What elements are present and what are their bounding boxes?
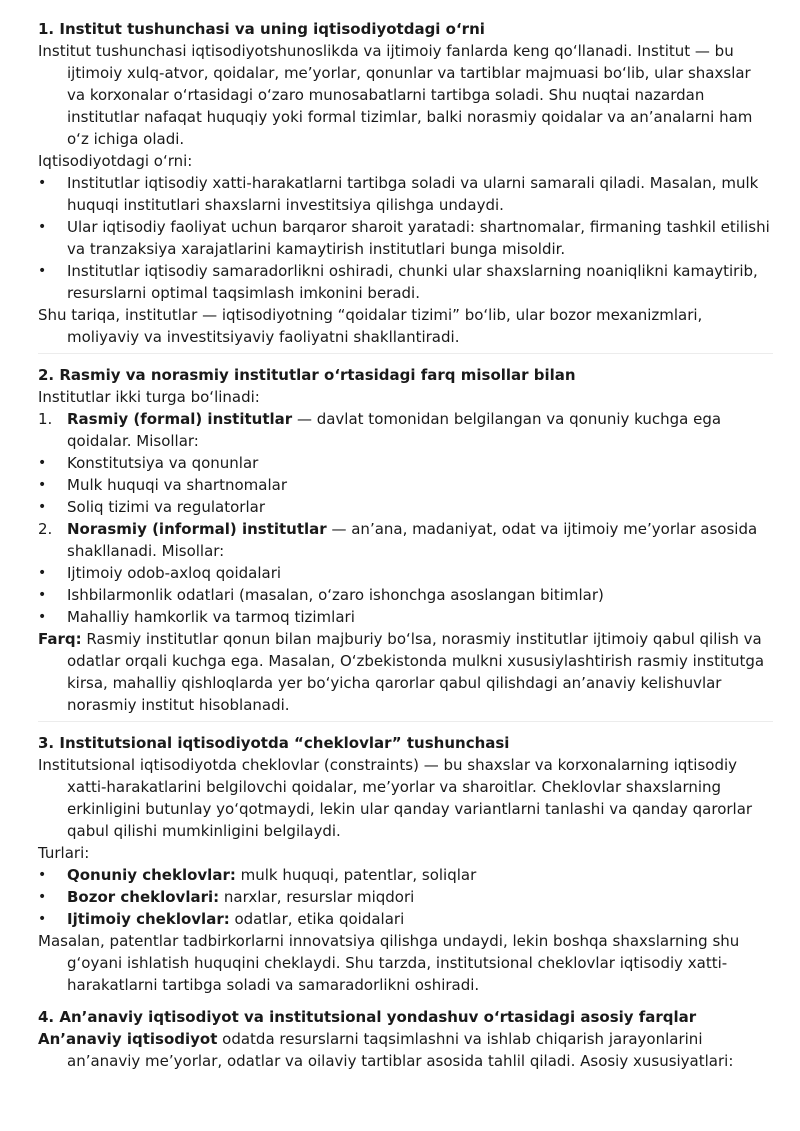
bullet-icon: • bbox=[38, 911, 47, 927]
section-4 bbox=[38, 1006, 773, 1072]
bullet-icon: • bbox=[38, 263, 47, 279]
section-divider bbox=[38, 721, 773, 722]
bullet-icon: • bbox=[38, 587, 47, 603]
list-item: • Konstitutsiya va qonunlar bbox=[38, 454, 259, 472]
section-4-title: 4. An’anaviy iqtisodiyot va institutsional yondashuv o‘rtasidagi asosiy farqlar bbox=[38, 1008, 697, 1026]
section-1 bbox=[38, 18, 773, 348]
bullet-icon: • bbox=[38, 565, 47, 581]
bullet-icon: • bbox=[38, 499, 47, 515]
section-divider bbox=[38, 353, 773, 354]
list-item: • Qonuniy cheklovlar: mulk huquqi, patentlar, soliqlar bbox=[38, 866, 477, 884]
bullet-icon: • bbox=[38, 477, 47, 493]
numbered-item-formal: 1. Rasmiy (formal) institutlar — davlat tomonidan belgilangan va qonuniy kuchga ega qoidalar. Misollar: bbox=[38, 410, 722, 450]
bullet-icon: • bbox=[38, 889, 47, 905]
document-page bbox=[38, 18, 773, 1072]
list-item: • Ular iqtisodiy faoliyat uchun barqaror sharoit yaratadi: shartnomalar, firmaning tashkil etilishi va tranzaksiya xarajatlarini kamaytirish institutlari bunga misoldir. bbox=[38, 218, 770, 258]
bullet-icon: • bbox=[38, 609, 47, 625]
numbered-item-informal: 2. Norasmiy (informal) institutlar — an’ana, madaniyat, odat va ijtimoiy me’yorlar asosida shakllanadi. Misollar: bbox=[38, 520, 758, 560]
list-item: • Ishbilarmonlik odatlari (masalan, o‘zaro ishonchga asoslangan bitimlar) bbox=[38, 586, 604, 604]
bullet-icon: • bbox=[38, 455, 47, 471]
section-gap bbox=[38, 996, 773, 1006]
section-4-intro: An’anaviy iqtisodiyot odatda resurslarni taqsimlashni va ishlab chiqarish jarayonlarini an’anaviy me’yorlar, odatlar va oilaviy tartiblar asosida tahlil qiladi. Asosiy xususiyatlari: bbox=[38, 1030, 734, 1070]
section-3-title: 3. Institutsional iqtisodiyotda “cheklovlar” tushunchasi bbox=[38, 734, 510, 752]
section-3-conclusion: Masalan, patentlar tadbirkorlarni innovatsiya qilishga undaydi, lekin boshqa shaxslarning shu g‘oyani ishlatish huquqini cheklaydi. Shu tarzda, institutsional cheklovlar iqtisodiy xatti-harakatlarni tartibga soladi va samaradorlikni oshiradi. bbox=[38, 932, 740, 994]
list-item: • Bozor cheklovlari: narxlar, resurslar miqdori bbox=[38, 888, 415, 906]
section-2 bbox=[38, 364, 773, 716]
section-2-title: 2. Rasmiy va norasmiy institutlar o‘rtasidagi farq misollar bilan bbox=[38, 366, 576, 384]
section-1-intro: Institut tushunchasi iqtisodiyotshunoslikda va ijtimoiy fanlarda keng qo‘llanadi. Institut — bu ijtimoiy xulq-atvor, qoidalar, me’yorlar, qonunlar va tartiblar majmuasi bo‘lib, ular shaxslar va korxonalar o‘rtasidagi o‘zaro munosabatlarni tartibga soladi. Shu nuqtai nazardan institutlar nafaqat huquqiy yoki formal tizimlar, balki norasmiy qoidalar va an’analarni ham o‘z ichiga oladi. bbox=[38, 42, 753, 148]
list-item: • Ijtimoiy cheklovlar: odatlar, etika qoidalari bbox=[38, 910, 405, 928]
list-item: • Mulk huquqi va shartnomalar bbox=[38, 476, 287, 494]
bullet-icon: • bbox=[38, 219, 47, 235]
section-1-title: 1. Institut tushunchasi va uning iqtisodiyotdagi o‘rni bbox=[38, 20, 485, 38]
section-3-types-list bbox=[38, 864, 773, 930]
section-2-intro: Institutlar ikki turga bo‘linadi: bbox=[38, 388, 260, 406]
list-item: • Institutlar iqtisodiy xatti-harakatlarni tartibga soladi va ularni samarali qiladi. Masalan, mulk huquqi institutlari shaxslarni investitsiya qilishga undaydi. bbox=[38, 174, 759, 214]
section-1-conclusion: Shu tariqa, institutlar — iqtisodiyotning “qoidalar tizimi” bo‘lib, ular bozor mexanizmlari, moliyaviy va investitsiyaviy faoliyatni shakllantiradi. bbox=[38, 306, 703, 346]
list-item: • Mahalliy hamkorlik va tarmoq tizimlari bbox=[38, 608, 355, 626]
list-item: • Ijtimoiy odob-axloq qoidalari bbox=[38, 564, 282, 582]
section-1-subheading: Iqtisodiyotdagi o‘rni: bbox=[38, 152, 193, 170]
bullet-icon: • bbox=[38, 175, 47, 191]
section-2-list bbox=[38, 408, 773, 628]
list-item: • Institutlar iqtisodiy samaradorlikni oshiradi, chunki ular shaxslarning noaniqlikni kamaytirib, resurslarni optimal taqsimlash imkonini beradi. bbox=[38, 262, 758, 302]
bullet-icon: • bbox=[38, 867, 47, 883]
section-3-intro: Institutsional iqtisodiyotda cheklovlar (constraints) — bu shaxslar va korxonalarning iqtisodiy xatti-harakatlarini belgilovchi qoidalar, me’yorlar va sharoitlar. Cheklovlar shaxslarning erkinligini butunlay yo‘qotmaydi, lekin ular qanday variantlarni tanlashi va qanday qarorlar qabul qilishi mumkinligini belgilaydi. bbox=[38, 756, 753, 840]
section-2-difference: Farq: Rasmiy institutlar qonun bilan majburiy bo‘lsa, norasmiy institutlar ijtimoiy qabul qilish va odatlar orqali kuchga ega. Masalan, O‘zbekistonda mulkni xususiylashtirish rasmiy institutga kirsa, mahalliy qishloqlarda yer bo‘yicha qarorlar qabul qilishdagi an’anaviy kelishuvlar norasmiy institut hisoblanadi. bbox=[38, 630, 765, 714]
list-item: • Soliq tizimi va regulatorlar bbox=[38, 498, 266, 516]
section-1-bullet-list bbox=[38, 172, 773, 304]
section-3 bbox=[38, 732, 773, 996]
section-3-subheading: Turlari: bbox=[38, 844, 90, 862]
